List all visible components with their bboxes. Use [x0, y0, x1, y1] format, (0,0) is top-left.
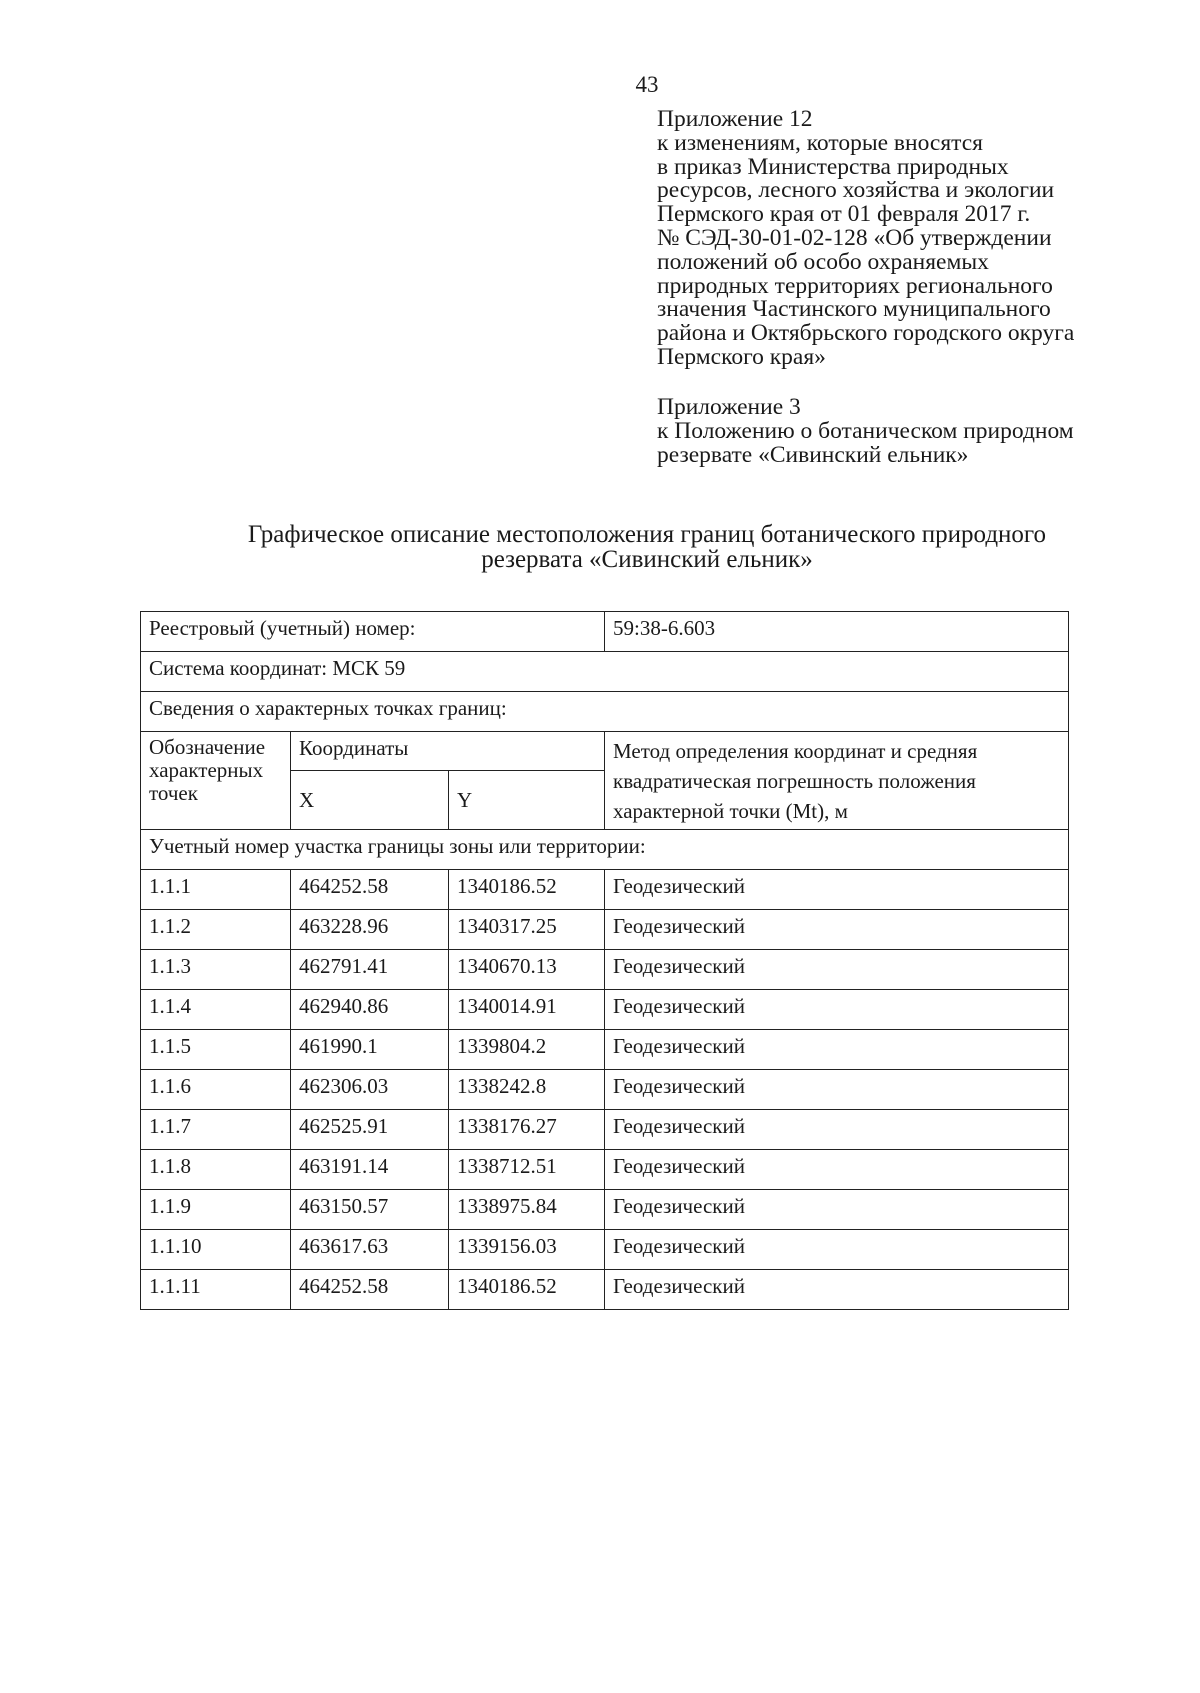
points-info: Сведения о характерных точках границ: [141, 692, 1069, 732]
method-header: Метод определения координат и средняя квадратическая погрешность положения характерной точки (Mt), м [605, 732, 1069, 830]
coordinates-header: Координаты [291, 732, 605, 771]
method-cell: Геодезический [605, 1110, 1069, 1150]
point-id-cell: 1.1.7 [141, 1110, 291, 1150]
x-coordinate-cell: 462791.41 [291, 950, 449, 990]
document-title-line: резервата «Сивинский ельник» [481, 546, 813, 573]
table-row [141, 870, 1069, 910]
x-coordinate-cell: 463617.63 [291, 1230, 449, 1270]
coordinate-system-row [141, 652, 1069, 692]
point-id-cell: 1.1.4 [141, 990, 291, 1030]
y-coordinate-cell: 1338975.84 [449, 1190, 605, 1230]
document-title [100, 522, 1194, 572]
table-row [141, 1110, 1069, 1150]
y-coordinate-cell: 1339804.2 [449, 1030, 605, 1070]
appendix-3-line: к Положению о ботаническом природном [657, 417, 1074, 444]
appendix-12-line: к изменениям, которые вносятся [657, 129, 983, 156]
x-coordinate-cell: 464252.58 [291, 1270, 449, 1310]
table-row [141, 910, 1069, 950]
appendix-12-line: № СЭД-30-01-02-128 «Об утверждении [657, 224, 1052, 251]
x-coordinate-cell: 461990.1 [291, 1030, 449, 1070]
method-cell: Геодезический [605, 1030, 1069, 1070]
method-cell: Геодезический [605, 910, 1069, 950]
table-row [141, 1230, 1069, 1270]
points-info-row [141, 692, 1069, 732]
registry-label: Реестровый (учетный) номер: [141, 612, 605, 652]
section-row [141, 830, 1069, 870]
point-id-cell: 1.1.6 [141, 1070, 291, 1110]
header-row [141, 732, 1069, 771]
section-label: Учетный номер участка границы зоны или территории: [141, 830, 1069, 870]
y-coordinate-cell: 1340186.52 [449, 870, 605, 910]
coordinate-system: Система координат: МСК 59 [141, 652, 1069, 692]
x-header: X [291, 770, 449, 829]
y-coordinate-cell: 1340317.25 [449, 910, 605, 950]
point-id-cell: 1.1.10 [141, 1230, 291, 1270]
appendix-12-line: в приказ Министерства природных [657, 153, 1009, 180]
method-cell: Геодезический [605, 870, 1069, 910]
point-id-cell: 1.1.2 [141, 910, 291, 950]
appendix-12-line: Пермского края» [657, 343, 826, 370]
method-cell: Геодезический [605, 1070, 1069, 1110]
method-cell: Геодезический [605, 950, 1069, 990]
x-coordinate-cell: 463191.14 [291, 1150, 449, 1190]
page-number: 43 [635, 72, 659, 97]
y-coordinate-cell: 1340014.91 [449, 990, 605, 1030]
point-id-cell: 1.1.3 [141, 950, 291, 990]
x-coordinate-cell: 462525.91 [291, 1110, 449, 1150]
table-row [141, 1190, 1069, 1230]
appendix-3-line: Приложение 3 [657, 394, 801, 420]
appendix-12-block [657, 108, 1177, 370]
table-row [141, 1030, 1069, 1070]
appendix-12-line: Приложение 12 [657, 106, 813, 132]
x-coordinate-cell: 463228.96 [291, 910, 449, 950]
document-title-line: Графическое описание местоположения границ ботанического природного [247, 521, 1047, 548]
y-coordinate-cell: 1338176.27 [449, 1110, 605, 1150]
appendix-12-line: значения Частинского муниципального [657, 296, 1051, 323]
method-cell: Геодезический [605, 1190, 1069, 1230]
table-row [141, 1070, 1069, 1110]
appendix-12-line: ресурсов, лесного хозяйства и экологии [657, 177, 1055, 204]
y-coordinate-cell: 1339156.03 [449, 1230, 605, 1270]
point-id-cell: 1.1.5 [141, 1030, 291, 1070]
y-coordinate-cell: 1338712.51 [449, 1150, 605, 1190]
method-cell: Геодезический [605, 990, 1069, 1030]
registry-row [141, 612, 1069, 652]
registry-value: 59:38-6.603 [605, 612, 1069, 652]
appendix-3-line: резервате «Сивинский ельник» [657, 441, 969, 468]
boundary-points-table [140, 611, 1069, 1310]
appendix-3-block [657, 396, 1177, 467]
table-row [141, 990, 1069, 1030]
y-coordinate-cell: 1340186.52 [449, 1270, 605, 1310]
table-row [141, 950, 1069, 990]
point-id-cell: 1.1.11 [141, 1270, 291, 1310]
method-cell: Геодезический [605, 1270, 1069, 1310]
x-coordinate-cell: 464252.58 [291, 870, 449, 910]
designation-header: Обозначение характерных точек [141, 732, 291, 830]
method-cell: Геодезический [605, 1150, 1069, 1190]
point-id-cell: 1.1.1 [141, 870, 291, 910]
x-coordinate-cell: 462940.86 [291, 990, 449, 1030]
appendix-12-line: природных территориях регионального [657, 272, 1053, 299]
y-coordinate-cell: 1338242.8 [449, 1070, 605, 1110]
appendix-12-line: района и Октябрьского городского округа [657, 320, 1075, 347]
point-id-cell: 1.1.8 [141, 1150, 291, 1190]
table-row [141, 1270, 1069, 1310]
x-coordinate-cell: 462306.03 [291, 1070, 449, 1110]
method-cell: Геодезический [605, 1230, 1069, 1270]
table-row [141, 1150, 1069, 1190]
x-coordinate-cell: 463150.57 [291, 1190, 449, 1230]
appendix-12-line: положений об особо охраняемых [657, 248, 989, 275]
point-id-cell: 1.1.9 [141, 1190, 291, 1230]
y-header: Y [449, 770, 605, 829]
appendix-12-line: Пермского края от 01 февраля 2017 г. [657, 201, 1031, 228]
y-coordinate-cell: 1340670.13 [449, 950, 605, 990]
